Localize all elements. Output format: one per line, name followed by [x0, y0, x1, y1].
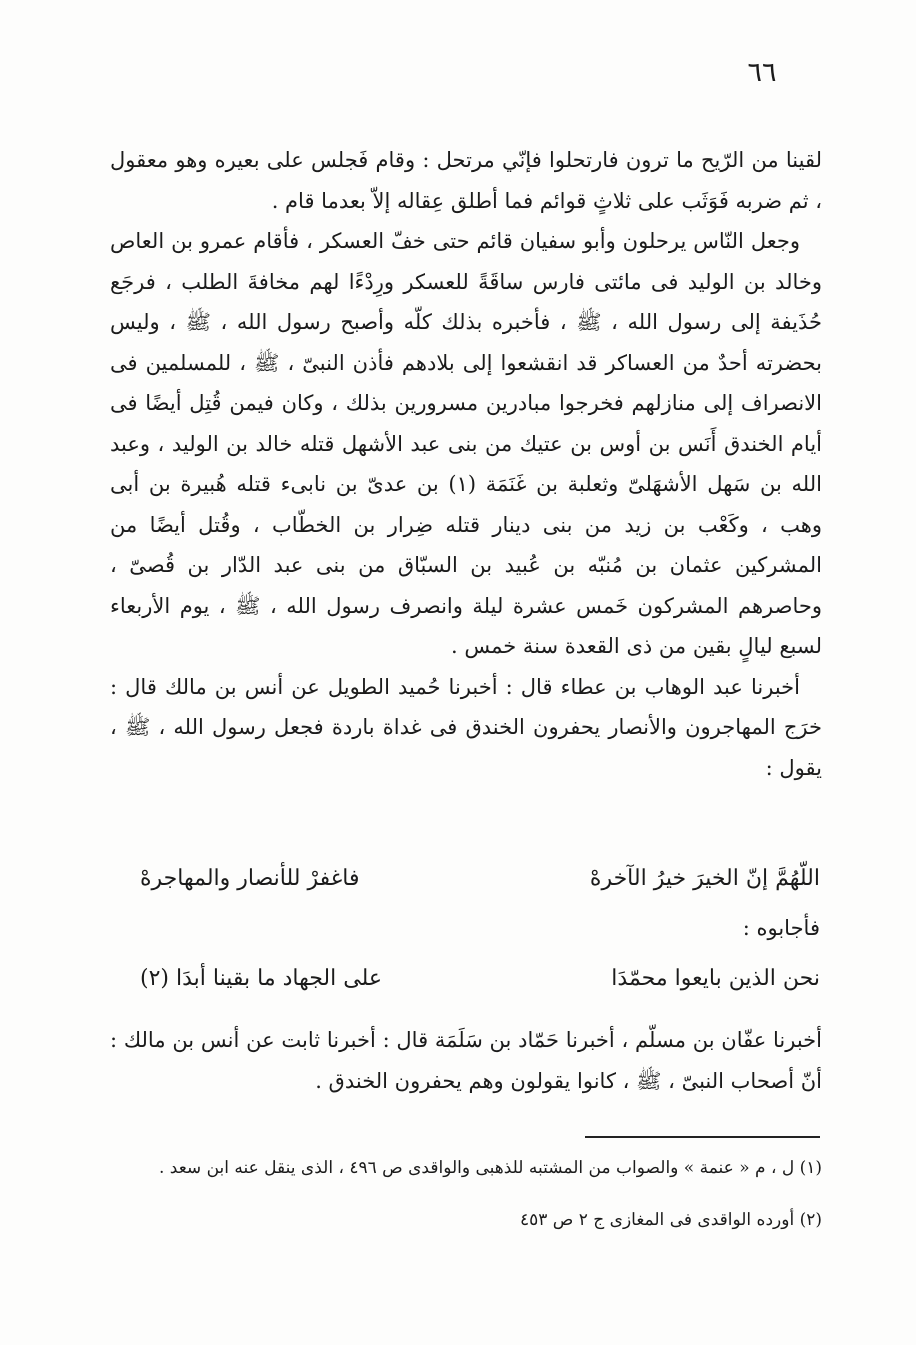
main-text	[110, 140, 822, 788]
paragraph-retreat: وجعل النّاس يرحلون وأبو سفيان قائم حتى خفّ العسكر ، فأقام عمرو بن العاص وخالد بن الوليد فى مائتى فارس ساقَةً للعسكر ورِدْءًا لهم مخافةَ الطلب ، فرجَع حُذَيفة إلى رسول الله ، ﷺ ، فأخبره بذلك كلّه وأصبح رسول الله ، ﷺ ، وليس بحضرته أحدٌ من العساكر قد انقشعوا إلى بلادهم فأذن النبىّ ، ﷺ ، للمسلمين فى الانصراف إلى منازلهم فخرجوا مبادرين مسرورين بذلك ، وكان فيمن قُتِل أيضًا فى أيام الخندق أَنَس بن أوس بن عتيك من بنى عبد الأشهل قتله خالد بن الوليد ، وعبد الله بن سَهل الأشهَلىّ وثعلبة بن غَنَمَة (١) بن عدىّ بن نابىء قتله هُبيرة بن أبى وهب ، وكَعْب بن زيد من بنى دينار قتله ضِرار بن الخطّاب ، وقُتل أيضًا من المشركين عثمان بن مُنبّه بن عُبيد بن السبّاق من بنى عبد الدّار بن قُصىّ ، وحاصرهم المشركون خَمس عشرة ليلة وانصرف رسول الله ، ﷺ ، يوم الأربعاء لسبع ليالٍ بقين من ذى القعدة سنة خمس .	[110, 229, 822, 658]
poem-verse-two	[140, 962, 820, 996]
page-number: ٦٦	[747, 57, 777, 88]
footnote-two: (٢) أورده الواقدى فى المغازى ج ٢ ص ٤٥٣	[519, 1210, 822, 1230]
footnote-one: (١) ل ، م « عنمة » والصواب من المشتبه للذهبى والواقدى ص ٤٩٦ ، الذى ينقل عنه ابن سعد .	[159, 1158, 822, 1178]
verse-line	[140, 962, 820, 996]
paragraph-departure: لقينا من الرّيح ما ترون فارتحلوا فإنّي مرتحل : وقام فَجلس على بعيره وهو معقول ، ثم ضربه فَوَثَب على ثلاثٍ قوائم فما أطلق عِقاله إلاّ بعدما قام .	[110, 148, 822, 213]
verse-line	[140, 862, 820, 896]
verse-left-hemistich: فاغفرْ للأنصار والمهاجرهْ	[140, 866, 360, 891]
paragraph-trench-narration: أخبرنا عبد الوهاب بن عطاء قال : أخبرنا حُميد الطويل عن أنس بن مالك قال : خرَج المهاجرون والأنصار يحفرون الخندق فى غداة باردة فجعل رسول الله ، ﷺ ، يقول :	[110, 674, 822, 780]
verse-right-hemistich: نحن الذين بايعوا محمّدَا	[611, 966, 820, 991]
verse-right-hemistich: اللّهُمَّ إنّ الخيرَ خيرُ الآخرهْ	[589, 866, 820, 891]
paragraph-companions: أخبرنا عفّان بن مسلّم ، أخبرنا حَمّاد بن سَلَمَة قال : أخبرنا ثابت عن أنس بن مالك : أنّ أصحاب النبىّ ، ﷺ ، كانوا يقولون وهم يحفرون الخندق .	[110, 1028, 822, 1093]
verse-left-hemistich: على الجهاد ما بقينا أبدَا (٢)	[140, 966, 382, 991]
after-poem-text	[110, 1020, 822, 1101]
footnotes	[110, 1152, 822, 1236]
poem-verse-one	[140, 862, 820, 896]
poem-reply-intro: فأجابوه :	[742, 916, 820, 940]
footnote-divider	[585, 1136, 820, 1138]
